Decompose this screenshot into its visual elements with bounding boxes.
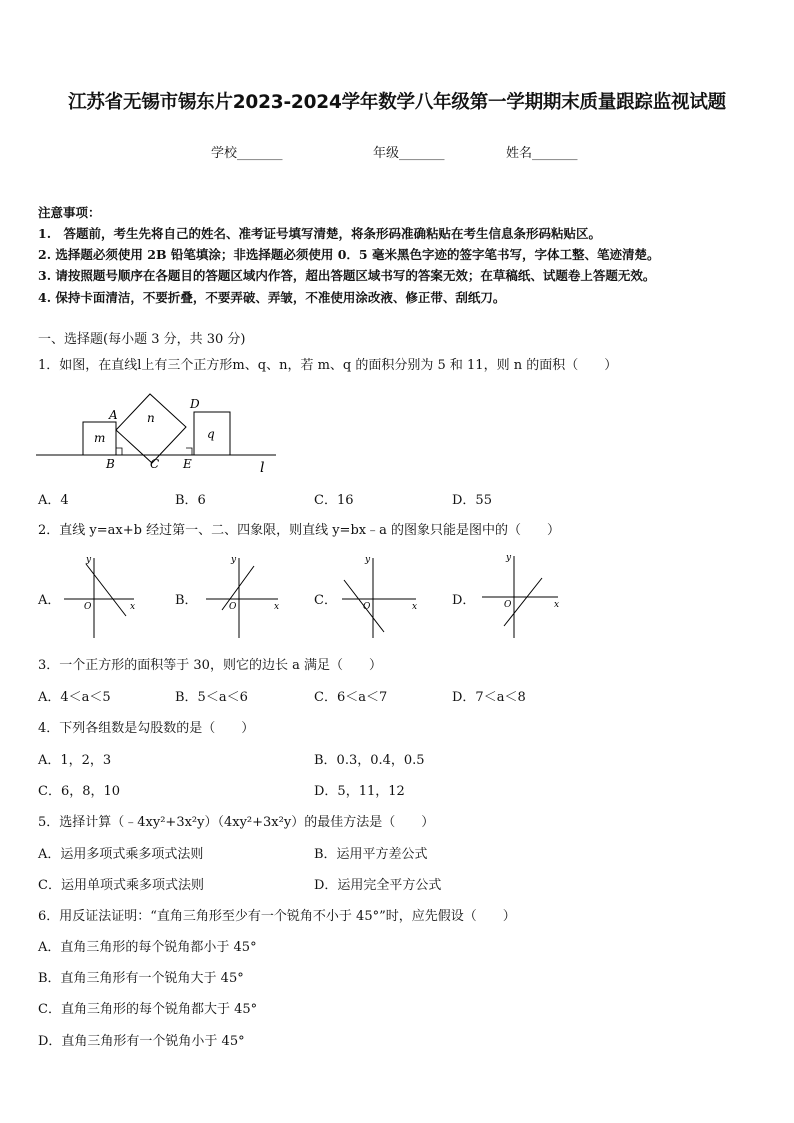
svg-text:y: y (231, 555, 237, 565)
question-1-option-b: B．6 (175, 493, 206, 508)
question-2-option-b: B． (175, 593, 198, 608)
question-3-option-a: A．4＜a＜5 (38, 690, 111, 705)
svg-text:O: O (84, 602, 92, 612)
question-2-graph-c (336, 552, 422, 640)
svg-text:x: x (130, 602, 136, 612)
question-2-graph-d (476, 550, 564, 640)
right-angle-E (186, 448, 192, 455)
label-l: l (260, 460, 265, 476)
question-2-option-c: C． (314, 593, 337, 608)
question-2-stem: 2．直线 y=ax+b 经过第一、二、四象限，则直线 y=bx﹣a 的图象只能是图中的（ ） (38, 523, 560, 538)
question-3-option-b: B．5＜a＜6 (175, 690, 248, 705)
svg-text:O: O (229, 602, 237, 612)
svg-text:y: y (86, 555, 92, 565)
question-6-stem: 6．用反证法证明：“直角三角形至少有一个锐角不小于 45°”时，应先假设（ ） (38, 909, 516, 924)
question-5-option-b: B．运用平方差公式 (314, 847, 428, 862)
question-2-graph-b (200, 552, 282, 640)
notice-heading: 注意事项： (38, 205, 101, 220)
name-field: 姓名_______ (506, 146, 578, 161)
question-2-option-a: A． (38, 593, 61, 608)
question-5-option-d: D．运用完全平方公式 (314, 878, 442, 893)
question-6-option-a: A．直角三角形的每个锐角都小于 45° (38, 940, 257, 955)
question-1-option-c: C．16 (314, 493, 354, 508)
school-field: 学校_______ (211, 146, 283, 161)
question-4-option-b: B．0.3，0.4，0.5 (314, 753, 425, 768)
label-q: q (207, 427, 215, 441)
question-1-option-a: A．4 (38, 493, 69, 508)
question-4-stem: 4．下列各组数是勾股数的是（ ） (38, 721, 255, 736)
question-6-option-d: D．直角三角形有一个锐角小于 45° (38, 1034, 245, 1049)
question-3-stem: 3．一个正方形的面积等于 30，则它的边长 a 满足（ ） (38, 658, 382, 673)
label-m: m (94, 431, 106, 445)
label-n: n (147, 411, 155, 425)
label-E: E (183, 457, 192, 471)
question-5-option-c: C．运用单项式乘多项式法则 (38, 878, 204, 893)
grade-field: 年级_______ (373, 146, 445, 161)
notice-item: 3. 请按照题号顺序在各题目的答题区域内作答，超出答题区域书写的答案无效；在草稿纸、试题卷上答题无效。 (38, 268, 656, 283)
svg-text:x: x (412, 602, 418, 612)
section-heading: 一、选择题(每小题 3 分，共 30 分) (38, 332, 246, 347)
question-4-option-c: C．6，8，10 (38, 784, 121, 799)
svg-text:y: y (365, 555, 371, 565)
label-C: C (150, 457, 160, 471)
question-3-option-d: D．7＜a＜8 (452, 690, 526, 705)
notice-item: 4. 保持卡面清洁，不要折叠，不要弄破、弄皱，不准使用涂改液、修正带、刮纸刀。 (38, 290, 506, 305)
question-1-figure (36, 392, 286, 482)
notice-item: 2. 选择题必须使用 2B 铅笔填涂；非选择题必须使用 0．5 毫米黑色字迹的签字笔书写，字体工整、笔迹清楚。 (38, 247, 660, 262)
svg-text:y: y (506, 553, 512, 563)
notice-item: 1. 答题前，考生先将自己的姓名、准考证号填写清楚，将条形码准确粘贴在考生信息条形码粘贴区。 (38, 226, 602, 241)
question-3-option-c: C．6＜a＜7 (314, 690, 388, 705)
question-2-option-d: D． (452, 593, 476, 608)
svg-text:O: O (504, 600, 512, 610)
question-5-option-a: A．运用多项式乘多项式法则 (38, 847, 204, 862)
question-5-stem: 5．选择计算（﹣4xy²+3x²y）（4xy²+3x²y）的最佳方法是（ ） (38, 815, 435, 830)
page-title: 江苏省无锡市锡东片2023-2024学年数学八年级第一学期期末质量跟踪监视试题 (68, 92, 726, 113)
square-n (116, 394, 186, 463)
svg-text:O: O (363, 602, 371, 612)
label-B: B (106, 457, 115, 471)
label-A: A (109, 408, 118, 422)
question-4-option-a: A．1，2，3 (38, 753, 112, 768)
right-angle-B (116, 448, 122, 455)
question-6-option-c: C．直角三角形的每个锐角都大于 45° (38, 1002, 258, 1017)
question-1-option-d: D．55 (452, 493, 492, 508)
svg-text:x: x (274, 602, 280, 612)
label-D: D (190, 397, 200, 411)
question-4-option-d: D．5，11，12 (314, 784, 405, 799)
question-1-stem: 1．如图，在直线l上有三个正方形m、q、n，若 m、q 的面积分别为 5 和 11，则 n 的面积（ ） (38, 358, 618, 373)
svg-text:x: x (554, 600, 560, 610)
question-2-graph-a (58, 552, 140, 640)
question-6-option-b: B．直角三角形有一个锐角大于 45° (38, 971, 244, 986)
